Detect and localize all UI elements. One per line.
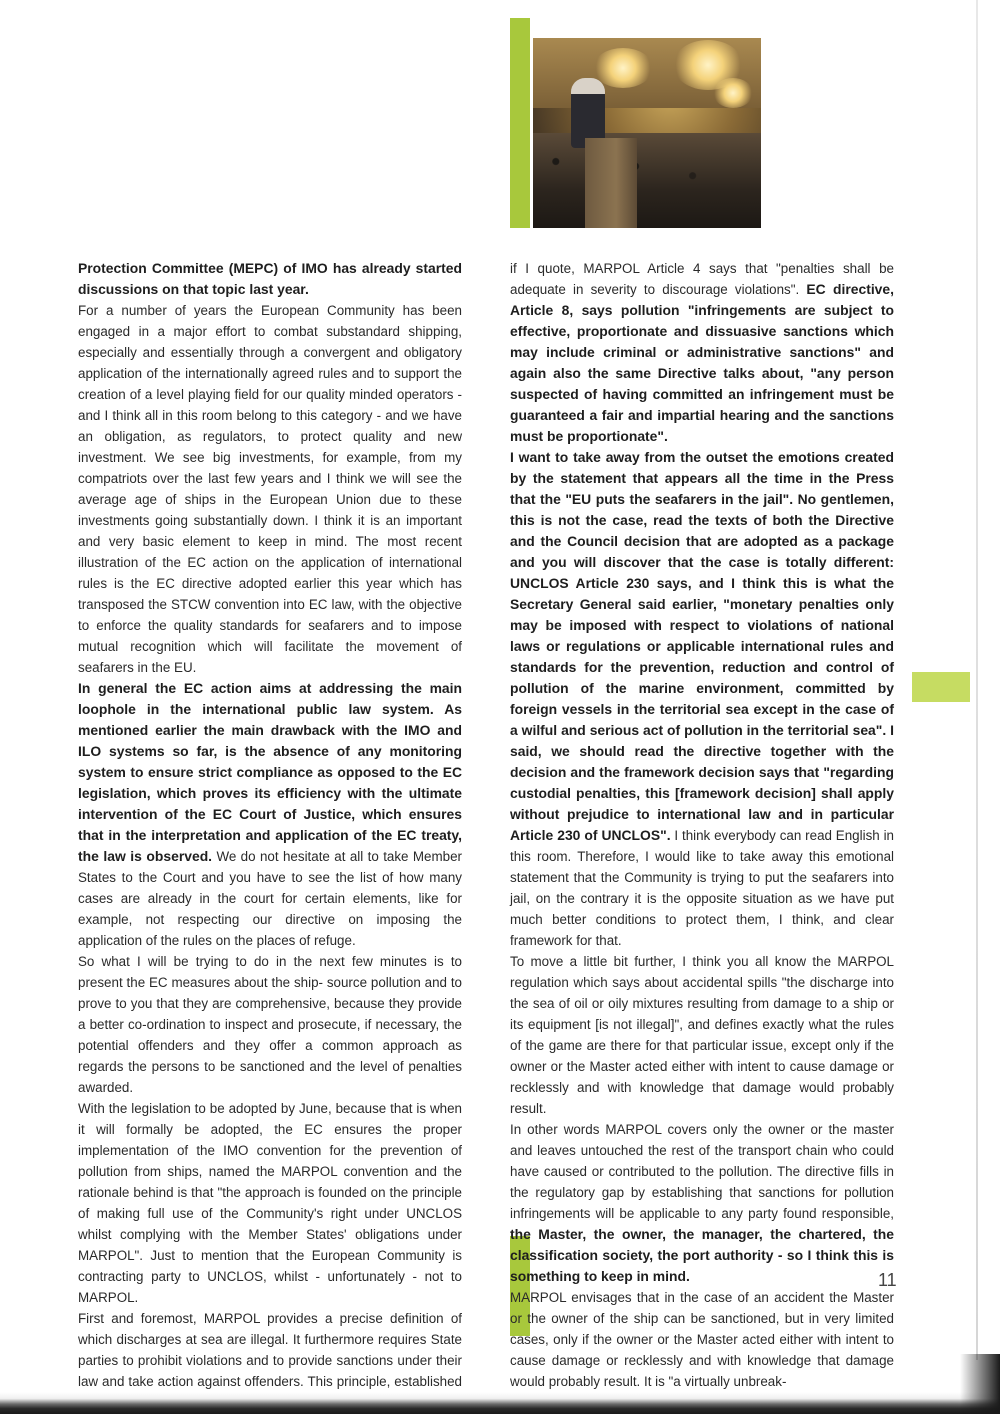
text-bold: the Master, the owner, the manager, the chartered, the classification society, the port authority - so I think this is something to keep in mind. <box>510 1226 894 1284</box>
podium <box>585 138 637 228</box>
scan-shadow <box>0 1392 1000 1414</box>
chandelier-icon <box>713 78 753 108</box>
accent-bar-right <box>912 672 970 702</box>
chandelier-icon <box>593 48 653 88</box>
scan-shadow-corner <box>960 1354 1000 1414</box>
page-number: 11 <box>878 1270 897 1290</box>
right-paragraph-4 <box>510 1119 894 1287</box>
text-regular: In other words MARPOL covers only the owner or the master and leaves untouched the rest of the transport chain who could have caused or contributed to the pollution. The directive fills in the regulatory gap by establishing that sanctions for pollution infringements will be applicable to any party found responsible, <box>510 1122 894 1221</box>
left-paragraph-2 <box>78 300 462 678</box>
text-bold: EC directive, Article 8, says pollution "infringements are subject to effective, proportionate and dissuasive sanctions which may include criminal or administrative sanctions" and again also the same Directive talks about, "any person suspected of having committed an infringement must be guaranteed a fair and impartial hearing and the sanctions must be proportionate". <box>510 281 894 444</box>
right-column <box>510 258 894 1392</box>
text-regular: First and foremost, MARPOL provides a precise definition of which discharges at sea are illegal. It furthermore requires State parties to prohibit violations and to provide sanctions under their law and take action against offenders. This principle, established <box>78 1311 462 1389</box>
left-paragraph-4 <box>78 951 462 1098</box>
left-paragraph-3 <box>78 678 462 951</box>
text-bold: Protection Committee (MEPC) of IMO has already started discussions on that topic last year. <box>78 260 462 297</box>
text-regular: To move a little bit further, I think you all know the MARPOL regulation which says about accidental spills "the discharge into the sea of oil or oily mixtures resulting from damage to a ship or its equipment [is not illegal]", and defines exactly what the rules of the game are there for that particular issue, except only if the owner or the Master acted either with intent to cause damage or recklessly and with knowledge that damage would probably result. <box>510 954 894 1116</box>
text-regular: With the legislation to be adopted by June, because that is when it will formally be adopted, the EC ensures the proper implementation of the IMO convention for the prevention of pollution from ships, named the MARPOL convention and the rationale behind is that "the approach is founded on the principle of making full use of the Community's right under UNCLOS whilst complying with the Member States' obligations under MARPOL". Just to mention that the European Community is contracting party to UNCLOS, whilst - unfortunately - not to MARPOL. <box>78 1101 462 1305</box>
text-regular: For a number of years the European Community has been engaged in a major effort to combat substandard shipping, especially and essentially through a convergent and obligatory application of the internationally agreed rules and to support the creation of a level playing field for our quality minded operators - and I think all in this room belong to this category - and we have an obligation, as regulators, to protect quality and new investment. We see big investments, for example, from my compatriots over the last few years and I think we will see the average age of ships in the European Union due to these investments going substantially down. I think it is an important and very basic element to keep in mind. The most recent illustration of the EC action on the application of international rules is the EC directive adopted earlier this year which has transposed the STCW convention into EC law, with the objective to enforce the quality standards for seafarers and to impose mutual recognition which will facilitate the movement of seafarers in the EU. <box>78 303 462 675</box>
text-regular: We do not hesitate at all to take Member States to the Court and you have to see the list of how many cases are already in the court for certain elements, like for example, not respecting our directive on imposing the application of the rules on the places of refuge. <box>78 849 463 948</box>
text-bold: I want to take away from the outset the emotions created by the statement that appears all the time in the Press that the "EU puts the seafarers in the jail". No gentlemen, this is not the case, read the texts of both the Directive and the Council decision that are adopted as a package and you will discover that the case is totally different: UNCLOS Article 230 says, and I think this is what the Secretary General said earlier, "monetary penalties only may be imposed with respect to violations of national laws or regulations or applicable international rules and standards for the prevention, reduction and control of pollution of the marine environment, committed by foreign vessels in the territorial sea except in the case of a wilful and serious act of pollution in the territorial sea". I said, we should read the directive together with the decision and the framework decision says that "regarding custodial penalties, this [framework decision] shall apply without prejudice to international law and in particular Article 230 of UNCLOS". <box>510 449 894 843</box>
text-regular: I think everybody can read English in this room. Therefore, I would like to take away this emotional statement that the Community is trying to put the seafarers into jail, on the contrary it is the opposite situation as we have put much better conditions to protect them, I think, and clear framework for that. <box>510 828 894 948</box>
text-bold: In general the EC action aims at addressing the main loophole in the international public law system. As mentioned earlier the main drawback with the IMO and ILO systems so far, is the absence of any monitoring system to ensure strict compliance as opposed to the EC legislation, which proves its efficiency with the ultimate intervention of the EC Court of Justice, which ensures that in the interpretation and application of the EC treaty, the law is observed. <box>78 680 462 864</box>
left-paragraph-1 <box>78 258 462 300</box>
text-regular: So what I will be trying to do in the next few minutes is to present the EC measures about the ship- source pollution and to prove to you that they are comprehensive, because they provide a better co-ordination to inspect and prosecute, if necessary, the potential offenders and they offer a common approach as regards the persons to be sanctioned and the level of penalties awarded. <box>78 954 462 1095</box>
right-paragraph-3 <box>510 951 894 1119</box>
left-paragraph-5 <box>78 1098 462 1308</box>
text-regular: MARPOL envisages that in the case of an accident the Master or the owner of the ship can be sanctioned, but in very limited cases, only if the owner or the Master acted either with intent to cause damage or recklessly and with knowledge that damage would probably result. It is "a virtually unbreak- <box>510 1290 894 1389</box>
right-paragraph-5 <box>510 1287 894 1392</box>
left-column <box>78 258 462 1413</box>
page-edge <box>976 0 978 1360</box>
accent-bar-top <box>510 18 530 228</box>
right-paragraph-2 <box>510 447 894 951</box>
text-regular: if I quote, MARPOL Article 4 says that "penalties shall be adequate in severity to discourage violations". <box>510 261 894 297</box>
conference-speaker-photo <box>533 38 761 228</box>
photo-audience <box>533 133 761 228</box>
right-paragraph-1 <box>510 258 894 447</box>
